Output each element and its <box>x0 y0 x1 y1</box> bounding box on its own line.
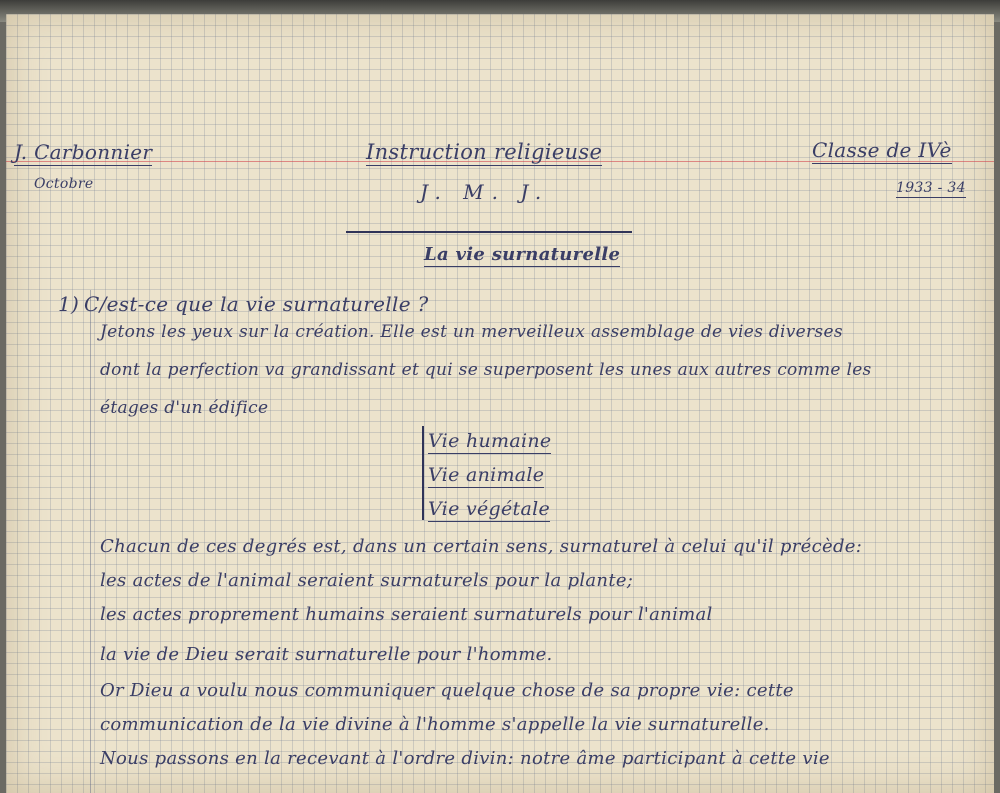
question-number: 1) <box>58 292 80 316</box>
body-line: communication de la vie divine à l'homme s'appelle la vie surnaturelle. <box>100 714 770 735</box>
body-line: Or Dieu a voulu nous communiquer quelque chose de sa propre vie: cette <box>100 680 794 701</box>
body-line: Nous passons en la recevant à l'ordre divin: notre âme participant à cette vie <box>100 748 830 769</box>
body-line: les actes de l'animal seraient surnaturels pour la plante; <box>100 570 634 591</box>
school-year: 1933 - 34 <box>896 180 966 196</box>
author-name: J. Carbonnier <box>14 140 153 164</box>
lesson-title: La vie surnaturelle <box>424 244 621 265</box>
body-line: la vie de Dieu serait surnaturelle pour l'homme. <box>100 644 553 665</box>
margin-line <box>90 290 91 793</box>
subject-heading: Instruction religieuse <box>366 140 603 164</box>
header-separator <box>346 231 632 233</box>
diagram-left-bar <box>422 426 424 520</box>
body-line: dont la perfection va grandissant et qui se superposent les unes aux autres comme les <box>100 360 872 380</box>
diagram-level-vegetal: Vie végétale <box>428 498 551 520</box>
question-text: C/est-ce que la vie surnaturelle ? <box>84 292 429 316</box>
diagram-level-human: Vie humaine <box>428 430 552 452</box>
diagram-level-animal: Vie animale <box>428 464 545 486</box>
header-initials: J. M. J. <box>420 180 550 204</box>
class-label: Classe de IVè <box>812 138 952 162</box>
body-line: étages d'un édifice <box>100 398 269 418</box>
month-label: Octobre <box>34 176 94 192</box>
body-line: Jetons les yeux sur la création. Elle est un merveilleux assemblage de vies diverses <box>100 322 843 342</box>
body-line: Chacun de ces degrés est, dans un certain sens, surnaturel à celui qu'il précède: <box>100 536 863 557</box>
body-line: les actes proprement humains seraient surnaturels pour l'animal <box>100 604 713 625</box>
